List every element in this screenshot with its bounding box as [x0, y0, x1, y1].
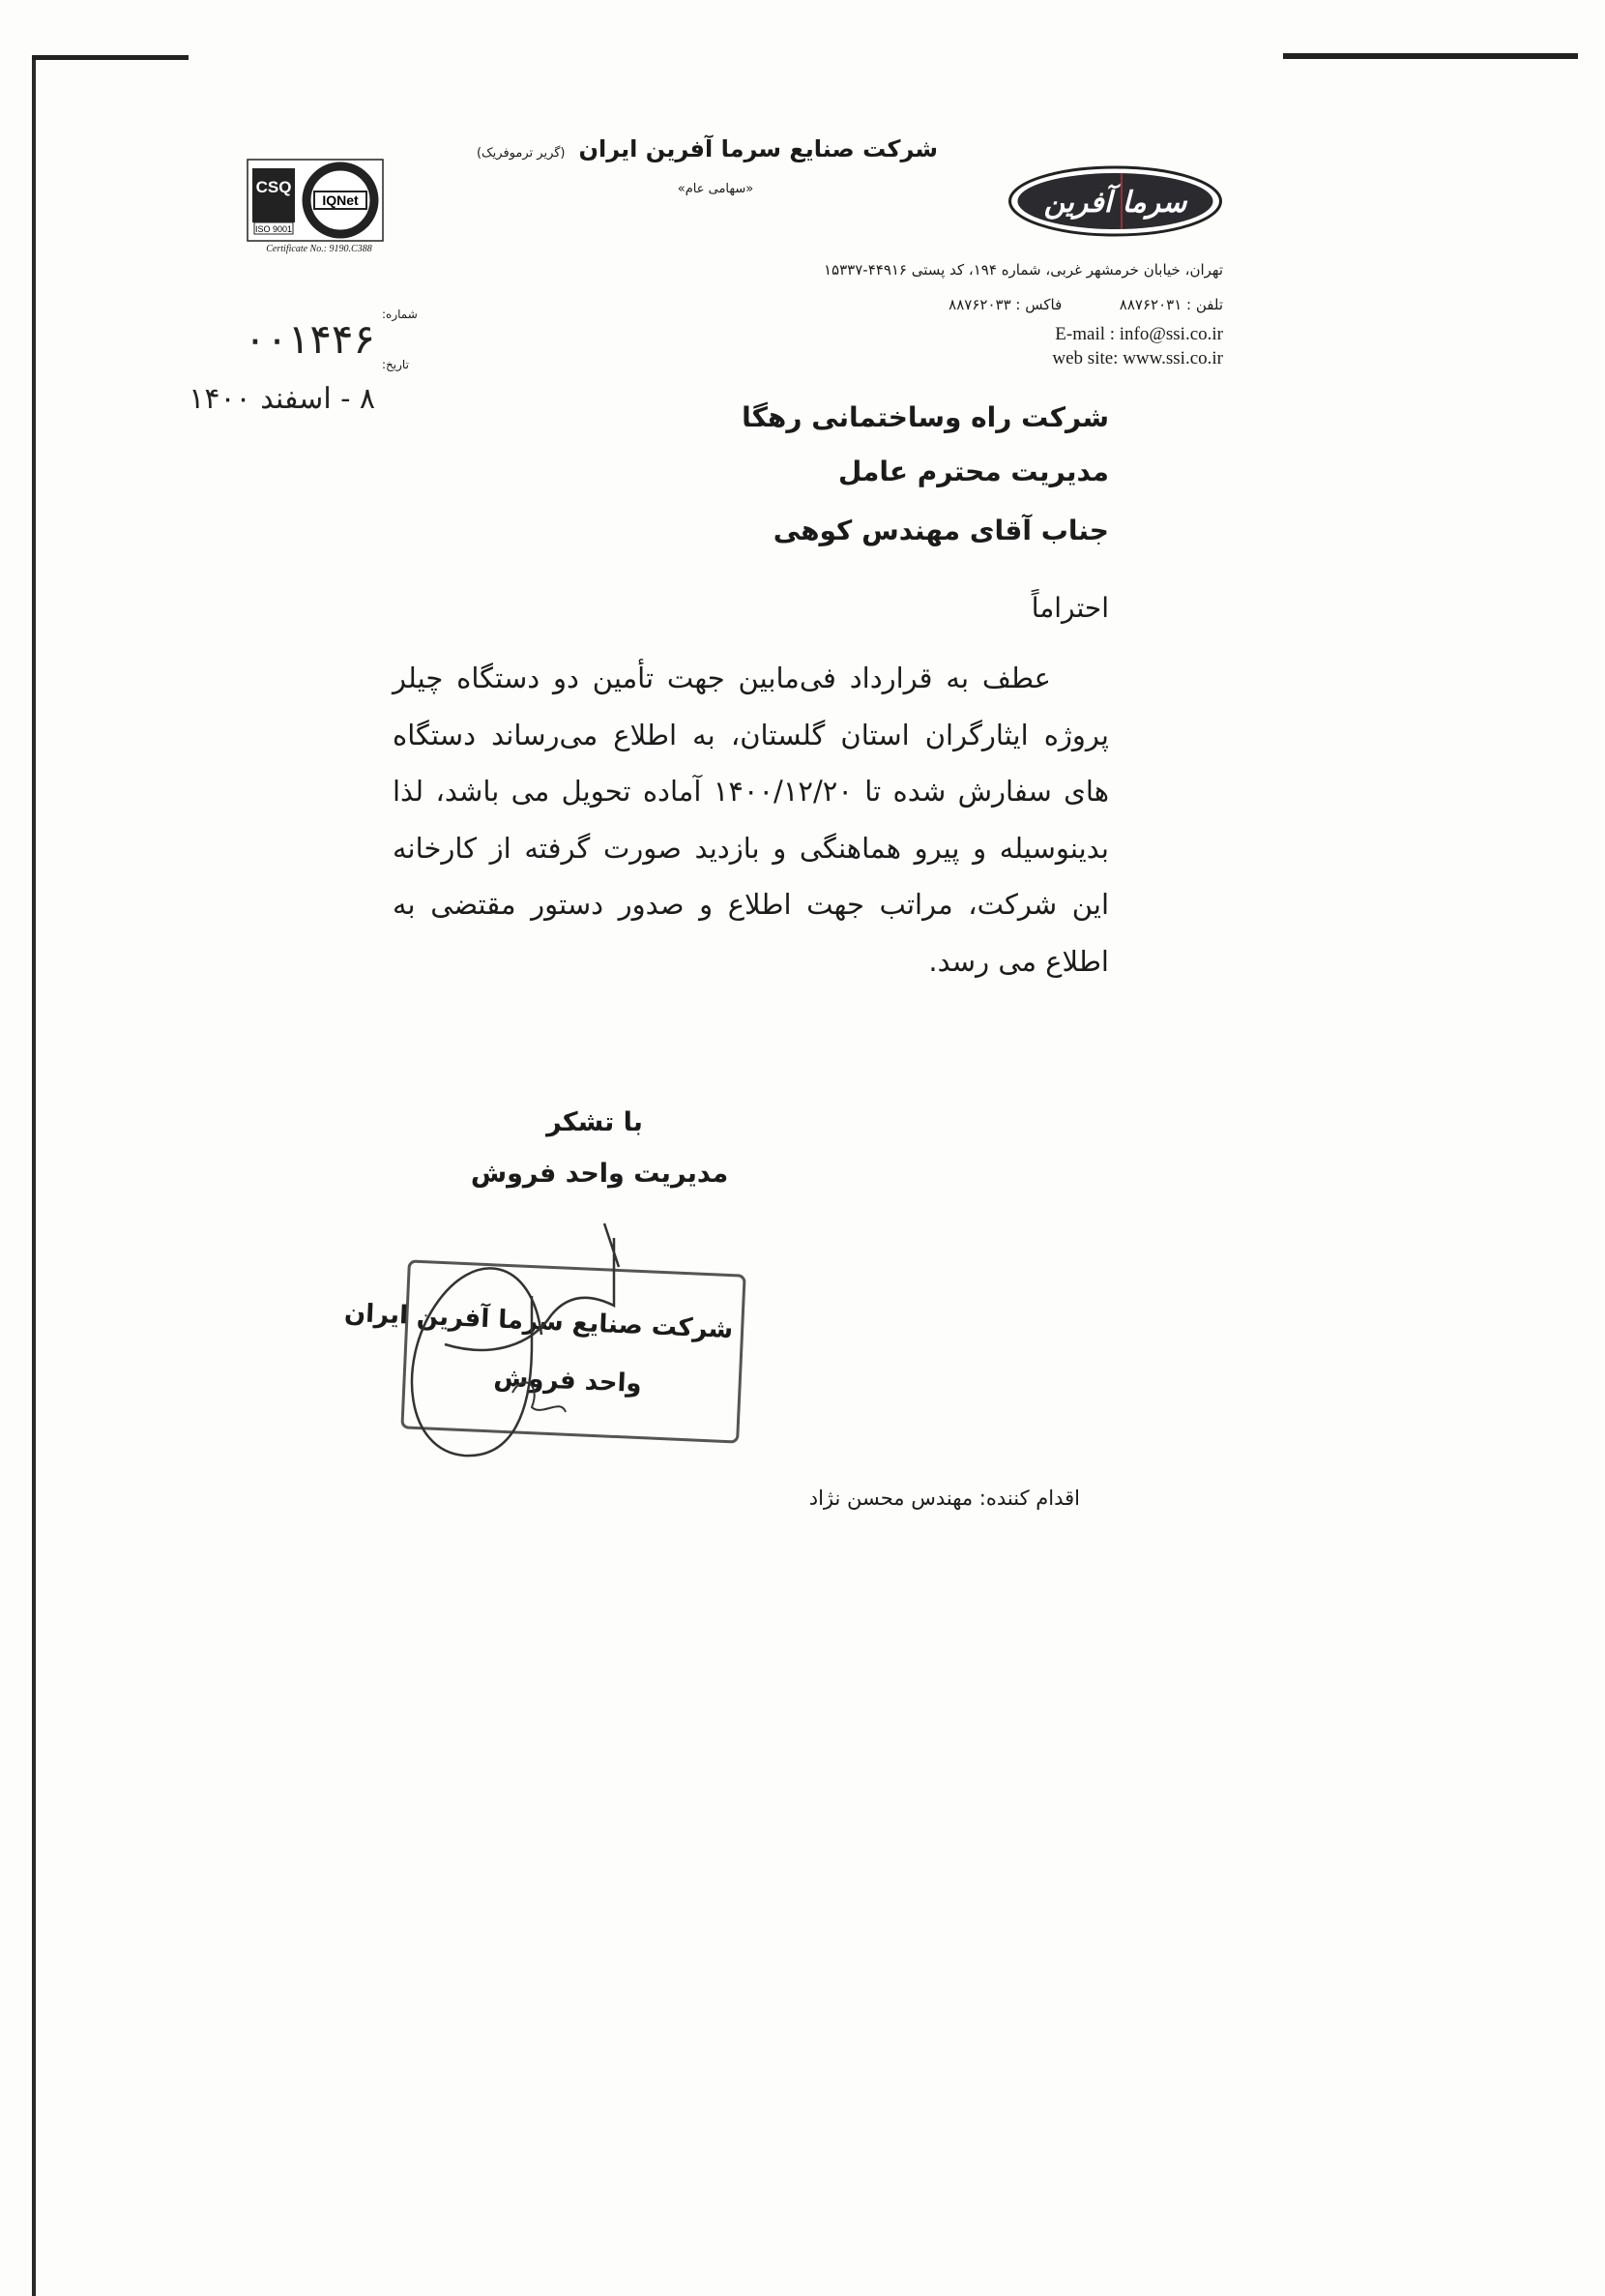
date-label: تاریخ:	[382, 358, 409, 371]
email: E-mail : info@ssi.co.ir	[1055, 324, 1223, 344]
scan-border-left	[32, 56, 36, 2296]
recipient-title: مدیریت محترم عامل	[838, 456, 1109, 487]
letter-body: عطف به قرارداد فی‌مابین جهت تأمین دو دستگاه چیلر پروژه ایثارگران استان گلستان، به اطلاع می‌رساند دستگاه های سفارش شده تا ۱۴۰۰/۱۲/۲۰ آماده تحویل می باشد، لذا بدینوسیله و پیرو هماهنگی و بازدید صورت گرفته از کارخانه این شرکت، مراتب جهت اطلاع و صدور دستور مقتضی به اطلاع می رسد.	[393, 662, 1109, 978]
letter-number: ۰۰۱۴۴۶	[244, 315, 375, 363]
signatory-title: مدیریت واحد فروش	[470, 1159, 729, 1189]
greeting: احتراماً	[1031, 592, 1109, 624]
recipient-company: شرکت راه وساختمانی رهگا	[742, 401, 1109, 433]
iqnet-label: IQNet	[322, 192, 359, 208]
recipient-name: جناب آقای مهندس کوهی	[773, 515, 1109, 546]
company-alias: (گریر ترموفریک)	[476, 146, 566, 161]
handwritten-signature	[387, 1199, 735, 1470]
letter-date: ۸ - اسفند ۱۴۰۰	[189, 382, 375, 416]
stamp-department: واحد فروش	[492, 1363, 643, 1399]
company-title-row	[477, 135, 938, 162]
scan-bar-top-left	[32, 55, 189, 60]
phone-label: تلفن :	[1186, 296, 1223, 313]
company-name: شرکت صنایع سرما آفرین ایران	[578, 135, 938, 162]
iso-label: ISO 9001	[254, 224, 293, 234]
action-by: اقدام کننده: مهندس محسن نژاد	[808, 1487, 1080, 1510]
number-label: شماره:	[382, 308, 418, 321]
certificate-number: Certificate No.: 9190.C388	[266, 244, 372, 254]
phone-fax-line	[948, 296, 1223, 313]
phone-number: ۸۸۷۶۲۰۳۱	[1119, 296, 1182, 313]
csq-label: CSQ	[255, 178, 292, 196]
fax-number: ۸۸۷۶۲۰۳۳	[948, 296, 1011, 313]
iso-certification-badge	[247, 159, 384, 242]
company-logo	[1007, 165, 1223, 237]
fax-label: فاکس :	[1015, 296, 1063, 313]
stamp-company-name: شرکت صنایع سرما آفرین ایران	[343, 1298, 734, 1345]
scan-bar-top-right	[1283, 53, 1578, 59]
company-address: تهران، خیابان خرمشهر غربی، شماره ۱۹۴، کد پستی ۴۴۹۱۶-۱۵۳۳۷	[823, 261, 1223, 279]
closing-thanks: با تشکر	[546, 1107, 643, 1137]
website: web site: www.ssi.co.ir	[1052, 348, 1223, 368]
company-type: «سهامی عام»	[677, 182, 754, 196]
logo-text: سرما آفرین	[1043, 186, 1187, 220]
